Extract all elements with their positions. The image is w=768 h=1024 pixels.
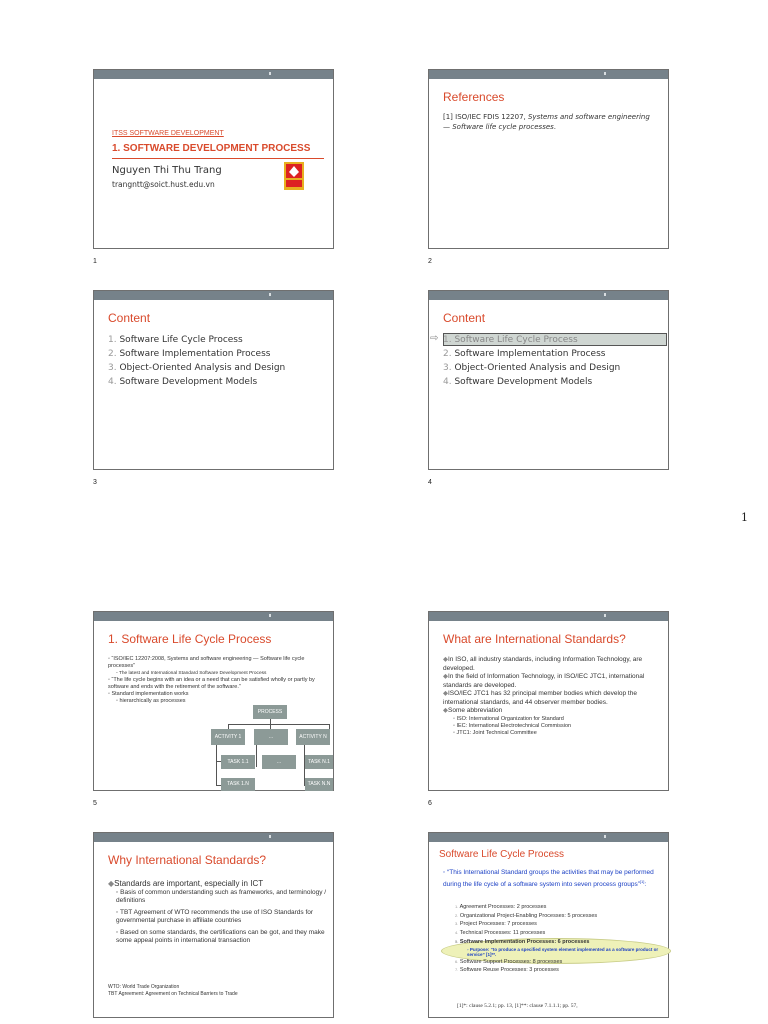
slide-title: Content — [108, 311, 151, 325]
university-logo-icon — [284, 162, 304, 190]
slide-number: 3 — [93, 479, 97, 486]
diagram-activity-box: … — [254, 729, 288, 745]
bullet-list — [443, 656, 665, 737]
author-email: trangntt@soict.hust.edu.vn — [112, 180, 215, 189]
bullet: ◆Standards are important, especially in ICT — [108, 879, 264, 888]
slide-header-bar — [94, 291, 333, 300]
bullet: ◆In ISO, all industry standards, including Information Technology, are developed. — [443, 656, 643, 672]
list-item: 4. Software Development Models — [443, 377, 593, 387]
list-item: 1. Software Life Cycle Process — [443, 335, 578, 345]
list-item: 3. Object-Oriented Analysis and Design — [108, 363, 286, 373]
list-item: 2. Software Implementation Process — [443, 349, 606, 359]
slide-title: 1. Software Life Cycle Process — [108, 632, 272, 646]
slide-header-bar — [429, 612, 668, 621]
diagram-connector — [256, 745, 257, 767]
quote: ◦ “This International Standard groups the activities that may be performed during the life cycle of a software system into seven process groups”[1]: — [443, 869, 654, 888]
course-label: ITSS SOFTWARE DEVELOPMENT — [112, 130, 224, 137]
process-group-list — [455, 903, 665, 975]
list-item: 2. Software Implementation Process — [108, 349, 271, 359]
slide-4 — [428, 290, 669, 470]
list-item: 5. Software Implementation Processes: 6 processes — [455, 938, 590, 945]
diagram-activity-box: ACTIVITY N — [296, 729, 330, 745]
bullet-list — [108, 879, 330, 946]
bullet: ◆ISO/IEC JTC1 has 32 principal member bodies which develop the international standards, and 44 observer member bodies. — [443, 690, 637, 706]
slide-number: 6 — [428, 800, 432, 807]
slide-6 — [428, 611, 669, 791]
slide-number: 5 — [93, 800, 97, 807]
slide-title: Why International Standards? — [108, 853, 267, 867]
diagram-task-box: TASK N.N — [305, 778, 333, 791]
purpose-note: ◦ Purpose: “to produce a specified system element implemented as a software product or service” [1]**. — [467, 946, 659, 958]
list-item: 3. Object-Oriented Analysis and Design — [443, 363, 621, 373]
slide-title: Software Life Cycle Process — [439, 849, 565, 860]
slide-header-bar — [429, 291, 668, 300]
clause-footnote: [1]*: clause 5.2.1; pp. 13, [1]**: clause 7.1.1.1; pp. 57, — [457, 1003, 578, 1009]
bullet: ◦ “ISO/IEC 12207:2008, Systems and software engineering — Software life cycle processes” — [108, 656, 305, 669]
slide-3 — [93, 290, 334, 470]
diagram-activity-box: ACTIVITY 1 — [211, 729, 245, 745]
sub-bullet: ◦ Based on some standards, the certifications can be got, and they make some appeal points in international transaction — [116, 928, 325, 944]
sub-bullet: ◦ ISO: International Organization for Standard — [453, 715, 564, 722]
sub-bullet: ◦ The latest and International Standard Software Development Process — [116, 671, 267, 676]
slide-number: 1 — [93, 258, 97, 265]
page-number: 1 — [741, 511, 748, 524]
bullet: ◦ Standard implementation works — [108, 691, 189, 697]
slide-header-bar — [429, 833, 668, 842]
sub-bullet: ◦ TBT Agreement of WTO recommends the use of ISO Standards for governmental purchase in affiliate countries — [116, 908, 314, 924]
list-item: 2. Organizational Project-Enabling Processes: 5 processes — [455, 912, 598, 919]
sub-bullet: ◦ JTC1: Joint Technical Committee — [453, 729, 537, 736]
list-item: 6. Software Support Processes: 8 processes — [455, 958, 563, 965]
diagram-task-box: TASK 1.N — [221, 778, 255, 791]
slide-1 — [93, 69, 334, 249]
reference-entry: [1] ISO/IEC FDIS 12207, Systems and software engineering — Software life cycle processes. — [443, 113, 650, 131]
slide-title: 1. SOFTWARE DEVELOPMENT PROCESS — [112, 143, 311, 154]
list-item: 3. Project Processes: 7 processes — [455, 921, 537, 928]
content-list — [443, 333, 620, 389]
diagram-connector — [216, 745, 217, 786]
list-item: 7. Software Reuse Processes: 3 processes — [455, 967, 559, 974]
list-item: 4. Technical Processes: 11 processes — [455, 930, 546, 937]
sub-bullet: ◦ hierarchically as processes — [116, 698, 186, 704]
content-list — [108, 333, 285, 389]
slide-number: 4 — [428, 479, 432, 486]
diagram-task-box: … — [262, 755, 296, 769]
arrow-right-icon: ⇨ — [430, 333, 439, 344]
slide-number: 2 — [428, 258, 432, 265]
list-item: 4. Software Development Models — [108, 377, 258, 387]
slide-header-bar — [94, 833, 333, 842]
author-name: Nguyen Thi Thu Trang — [112, 165, 222, 176]
slide-5 — [93, 611, 334, 791]
bullet: ◆Some abbreviation — [443, 707, 503, 714]
bullet: ◆In the field of Information Technology, in ISO/IEC JTC1, international standards are developed. — [443, 673, 645, 689]
diagram-process-box: PROCESS — [253, 705, 287, 719]
slide-2 — [428, 69, 669, 249]
list-item: 1. Software Life Cycle Process — [108, 335, 243, 345]
slide-8 — [428, 832, 669, 1018]
footnote: WTO: World Trade Organization TBT Agreement: Agreement on Technical Barriers to Trade — [108, 984, 238, 997]
slide-header-bar — [429, 70, 668, 79]
bullet-list — [108, 656, 330, 705]
slide-title: References — [443, 90, 505, 104]
sub-bullet: ◦ Basis of common understanding such as frameworks, and terminology / definitions — [116, 888, 327, 904]
title-divider — [112, 158, 324, 159]
slide-title: Content — [443, 311, 486, 325]
diagram-task-box: TASK 1.1 — [221, 755, 255, 769]
bullet: ◦ “The life cycle begins with an idea or a need that can be satisfied wholly or partly by software and ends with the retirement of the software.” — [108, 677, 315, 690]
list-item: 1. Agreement Processes: 2 processes — [455, 904, 547, 910]
diagram-connector — [228, 724, 329, 725]
slide-header-bar — [94, 612, 333, 621]
sub-bullet: ◦ IEC: International Electrotechnical Commission — [453, 722, 572, 729]
slide-header-bar — [94, 70, 333, 79]
diagram-task-box: TASK N.1 — [305, 755, 333, 769]
slide-title: What are International Standards? — [443, 632, 626, 646]
slide-7 — [93, 832, 334, 1018]
